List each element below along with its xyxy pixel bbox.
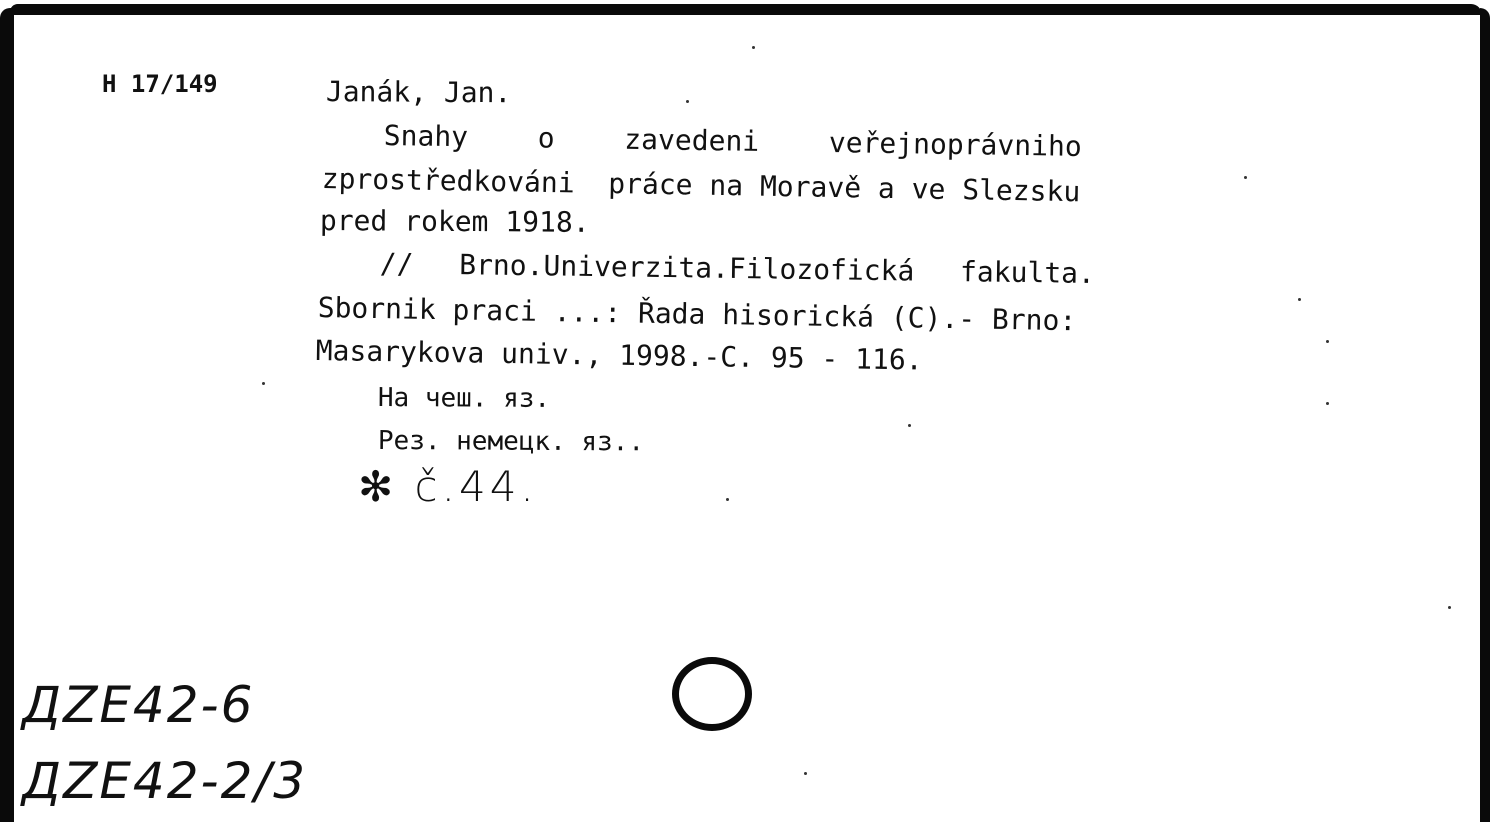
handwritten-note: ✻ č.44. [358,462,538,511]
speck [1244,176,1247,179]
punch-hole [672,657,752,731]
speck [726,498,729,501]
speck [262,382,265,385]
summary-note: Рез. немецк. яз.. [377,426,645,458]
author-heading: Janák, Jan. [325,75,512,110]
title-line-2: zprostředkováni práce na Moravě a ve Slezsku [321,162,1081,209]
title-line-3: pred rokem 1918. [319,204,590,239]
card-border-left [0,8,14,822]
card-border-right [1480,8,1490,822]
speck [908,424,911,427]
speck [1448,606,1451,609]
source-line-1: // Brno.Univerzita.Filozofická fakulta. [379,247,1096,290]
title-line-1: Snahy o zavedeni veřejnoprávniho [383,119,1082,163]
shelf-mark-2: ДZE42-2/3 [22,752,308,810]
speck [1298,298,1301,301]
shelf-mark-1: ДZE42-6 [22,676,255,734]
speck [1326,340,1329,343]
speck [686,100,689,103]
source-line-3: Masarykova univ., 1998.-C. 95 - 116. [315,334,923,377]
language-note: На чеш. яз. [377,383,551,414]
source-line-2: Sbornik praci ...: Řada hisorická (C).- Brno: [317,291,1077,338]
card-border-top [10,4,1482,15]
speck [752,46,755,49]
speck [1326,402,1329,405]
speck [804,772,807,775]
call-number: H 17/149 [102,70,218,98]
